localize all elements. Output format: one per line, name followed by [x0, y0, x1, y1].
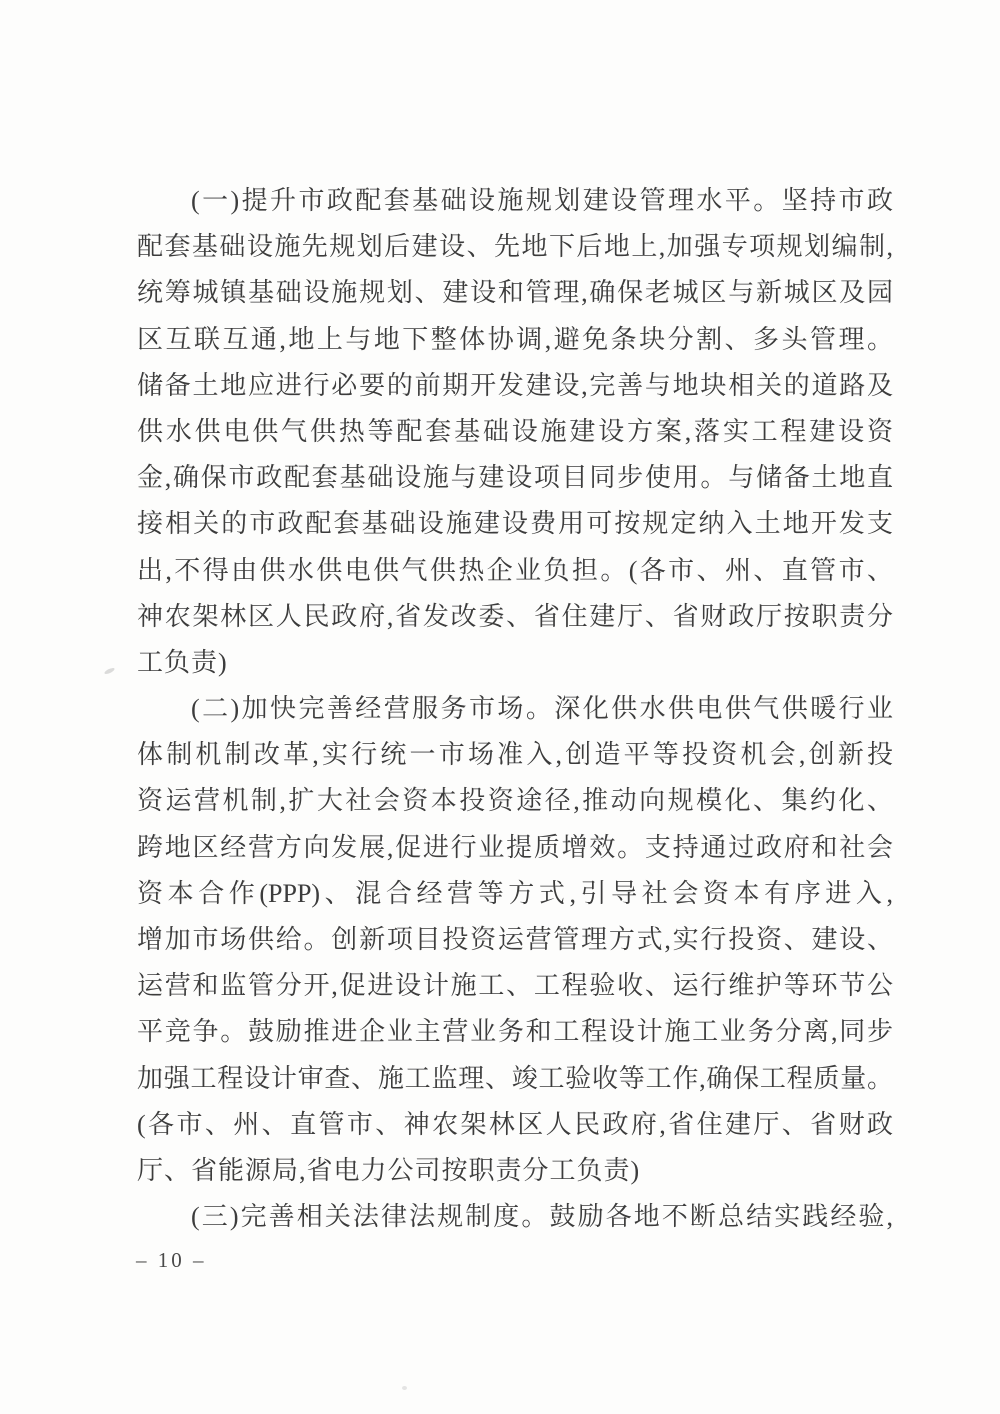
text-line — [137, 224, 893, 270]
text-line — [137, 732, 893, 778]
line-text: 加强工程设计审查、施工监理、竣工验收等工作,确保工程质量。 — [137, 1063, 893, 1093]
text-line — [137, 178, 893, 224]
text-line — [137, 1148, 893, 1194]
text-line — [137, 548, 893, 594]
scan-smudge — [104, 667, 116, 675]
text-line — [137, 409, 893, 455]
text-line — [137, 363, 893, 409]
text-line — [137, 455, 893, 501]
item-3-heading: (三)完善相关法律法规制度。 — [191, 1202, 550, 1232]
scan-smudge — [402, 1386, 407, 1390]
document-body — [137, 178, 893, 1240]
text-line — [137, 1194, 893, 1240]
line-text: 坚持市政 — [781, 186, 893, 215]
text-line — [137, 317, 893, 363]
text-line — [137, 594, 893, 640]
text-line — [137, 825, 893, 871]
text-line — [137, 1102, 893, 1148]
text-line — [137, 963, 893, 1009]
line-text: 接相关的市政配套基础设施建设费用可按规定纳入土地开发支 — [137, 509, 893, 539]
line-text: 配套基础设施先规划后建设、先地下后地上,加强专项规划编制, — [137, 232, 893, 262]
text-line — [137, 1009, 893, 1055]
line-text: 资本合作(PPP)、混合经营等方式,引导社会资本有序进入, — [137, 878, 893, 908]
line-text: 跨地区经营方向发展,促进行业提质增效。支持通过政府和社会 — [137, 832, 893, 862]
text-line — [137, 871, 893, 917]
line-text: 金,确保市政配套基础设施与建设项目同步使用。与储备土地直 — [137, 463, 893, 493]
line-text: 神农架林区人民政府,省发改委、省住建厅、省财政厅按职责分 — [137, 601, 893, 631]
text-line — [137, 501, 893, 547]
page-number: – 10 – — [136, 1248, 207, 1272]
text-line — [137, 686, 893, 732]
line-text: 运营和监管分开,促进设计施工、工程验收、运行维护等环节公 — [137, 971, 893, 1001]
item-2-heading: (二)加快完善经营服务市场。 — [191, 694, 555, 724]
line-text: 增加市场供给。创新项目投资运营管理方式,实行投资、建设、 — [137, 925, 893, 954]
line-text: 深化供水供电供气供暖行业 — [554, 694, 893, 724]
item-1-heading: (一)提升市政配套基础设施规划建设管理水平。 — [191, 186, 782, 215]
line-text: 平竞争。鼓励推进企业主营业务和工程设计施工业务分离,同步 — [137, 1017, 893, 1047]
line-text: (各市、州、直管市、神农架林区人民政府,省住建厅、省财政 — [137, 1109, 893, 1139]
line-text: 工负责) — [137, 647, 228, 677]
line-text: 出,不得由供水供电供气供热企业负担。(各市、州、直管市、 — [137, 555, 893, 585]
text-line — [137, 1056, 893, 1102]
text-line — [137, 270, 893, 316]
line-text: 统筹城镇基础设施规划、建设和管理,确保老城区与新城区及园 — [137, 278, 893, 308]
line-text: 厅、省能源局,省电力公司按职责分工负责) — [137, 1155, 641, 1185]
line-text: 储备土地应进行必要的前期开发建设,完善与地块相关的道路及 — [137, 370, 893, 400]
line-text: 供水供电供气供热等配套基础设施建设方案,落实工程建设资 — [137, 416, 893, 446]
line-text: 资运营机制,扩大社会资本投资途径,推动向规模化、集约化、 — [137, 786, 893, 816]
line-text: 体制机制改革,实行统一市场准入,创造平等投资机会,创新投 — [137, 740, 893, 770]
line-text: 区互联互通,地上与地下整体协调,避免条块分割、多头管理。 — [137, 324, 893, 354]
text-line — [137, 917, 893, 963]
line-text: 鼓励各地不断总结实践经验, — [549, 1202, 893, 1232]
text-line — [137, 640, 893, 686]
text-line — [137, 778, 893, 824]
